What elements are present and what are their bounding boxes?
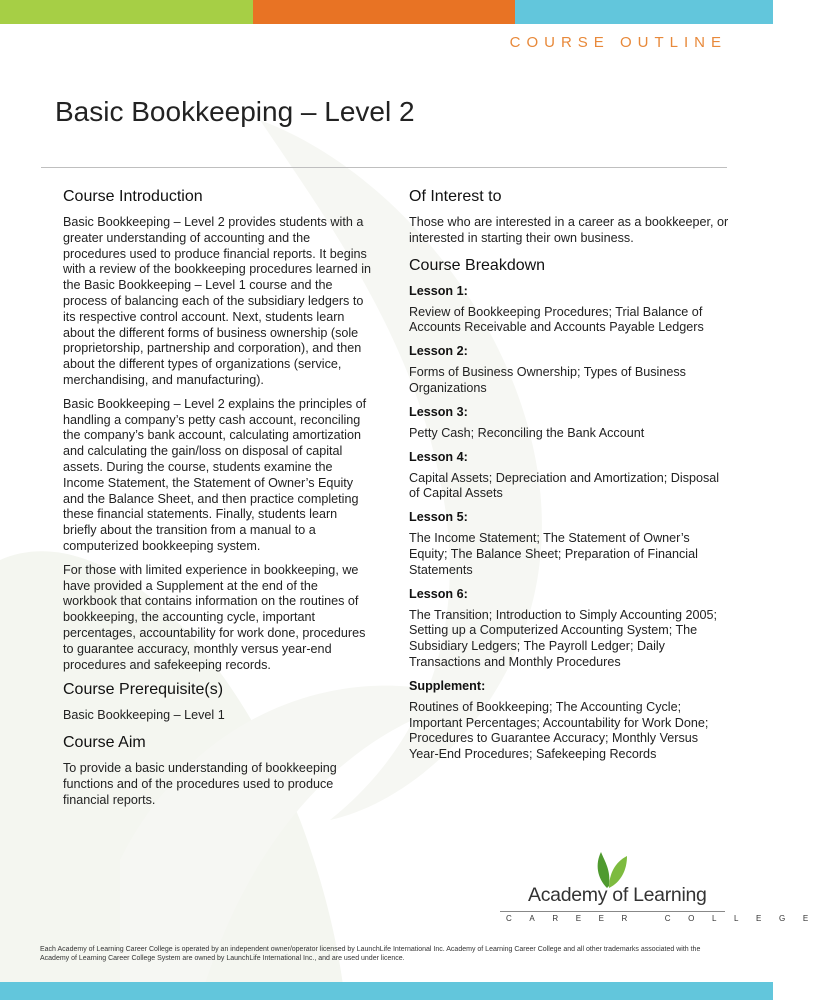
bottom-color-bar	[0, 982, 773, 1000]
lesson-4-title: Lesson 4:	[409, 449, 468, 464]
course-aim-text: To provide a basic understanding of bookkeeping functions and of the procedures used to produce financial reports.	[63, 761, 337, 807]
lesson-3-title: Lesson 3:	[409, 404, 468, 419]
logo-tagline: CAREER COLLEGE	[506, 914, 826, 923]
page-title: Basic Bookkeeping – Level 2	[55, 96, 415, 127]
title-divider	[41, 167, 727, 168]
course-introduction-paragraph-3: For those with limited experience in bookkeeping, we have provided a Supplement at the end of the workbook that contains information on the routines of bookkeeping, the accounting cycle, important percentages, accountability for work done, procedures to guarantee accuracy, monthly versus year-end procedures and safekeeping records.	[63, 562, 366, 672]
logo-name: Academy of Learning	[528, 884, 707, 906]
lesson-5-text: The Income Statement; The Statement of Owner’s Equity; The Balance Sheet; Preparation of Financial Statements	[409, 531, 698, 577]
course-aim-heading: Course Aim	[63, 734, 146, 752]
lesson-6-text: The Transition; Introduction to Simply Accounting 2005; Setting up a Computerized Accounting System; The Subsidiary Ledgers; The Payroll Ledger; Daily Transactions and Monthly Procedures	[409, 607, 718, 669]
course-prerequisites-text: Basic Bookkeeping – Level 1	[63, 708, 225, 723]
lesson-6-title: Lesson 6:	[409, 586, 468, 601]
lesson-5-title: Lesson 5:	[409, 510, 468, 525]
course-prerequisites-heading: Course Prerequisite(s)	[63, 681, 224, 699]
course-introduction-paragraph-1: Basic Bookkeeping – Level 2 provides students with a greater understanding of accounting and the procedures used to produce financial reports. It begins with a review of the bookkeeping procedures learned in the Basic Bookkeeping – Level 1 course and the process of balancing each of the subsidiary ledgers to its respective control account. Next, students learn about the different forms of business ownership (sole proprietorship, partnership and corporation), and then about the different types of organizations (service, merchandising, and manufacturing).	[63, 215, 372, 387]
logo-divider	[500, 911, 725, 912]
lesson-4-text: Capital Assets; Depreciation and Amortization; Disposal of Capital Assets	[409, 470, 720, 501]
supplement-title: Supplement:	[409, 678, 486, 693]
lesson-1-text: Review of Bookkeeping Procedures; Trial Balance of Accounts Receivable and Accounts Payable Ledgers	[409, 304, 704, 335]
lesson-3-text: Petty Cash; Reconciling the Bank Account	[409, 425, 645, 440]
lesson-1-title: Lesson 1:	[409, 283, 468, 298]
lesson-2-text: Forms of Business Ownership; Types of Business Organizations	[409, 365, 686, 395]
right-column	[409, 188, 729, 771]
of-interest-text: Those who are interested in a career as a bookkeeper, or interested in starting their own business.	[409, 215, 729, 245]
course-breakdown-heading: Course Breakdown	[409, 256, 546, 274]
course-outline-label: COURSE OUTLINE	[509, 34, 727, 51]
left-column	[63, 188, 373, 817]
supplement-text: Routines of Bookkeeping; The Accounting Cycle; Important Percentages; Accountability for Work Done; Procedures to Guarantee Accuracy; Monthly Versus Year-End Procedures; Safekeeping Records	[409, 699, 709, 762]
lesson-2-title: Lesson 2:	[409, 344, 468, 359]
of-interest-heading: Of Interest to	[409, 188, 502, 205]
academy-of-learning-logo	[500, 846, 826, 926]
course-introduction-paragraph-2: Basic Bookkeeping – Level 2 explains the principles of handling a company’s petty cash account, reconciling the company’s bank account, calculating amortization and calculating the gain/loss on disposal of capital assets. During the course, students examine the Income Statement, the Statement of Owner’s Equity and the Balance Sheet, and then practice completing these financial statements. Finally, students learn briefly about the transition from a manual to a computerized bookkeeping system.	[63, 396, 367, 553]
footer-disclaimer: Each Academy of Learning Career College is operated by an independent owner/operator licensed by LaunchLife International Inc. Academy of Learning Career College and all other trademarks associated with the Academy of Learning Career College System are owned by LaunchLife International Inc., and are used under licence.	[40, 946, 701, 962]
course-introduction-heading: Course Introduction	[63, 188, 203, 205]
